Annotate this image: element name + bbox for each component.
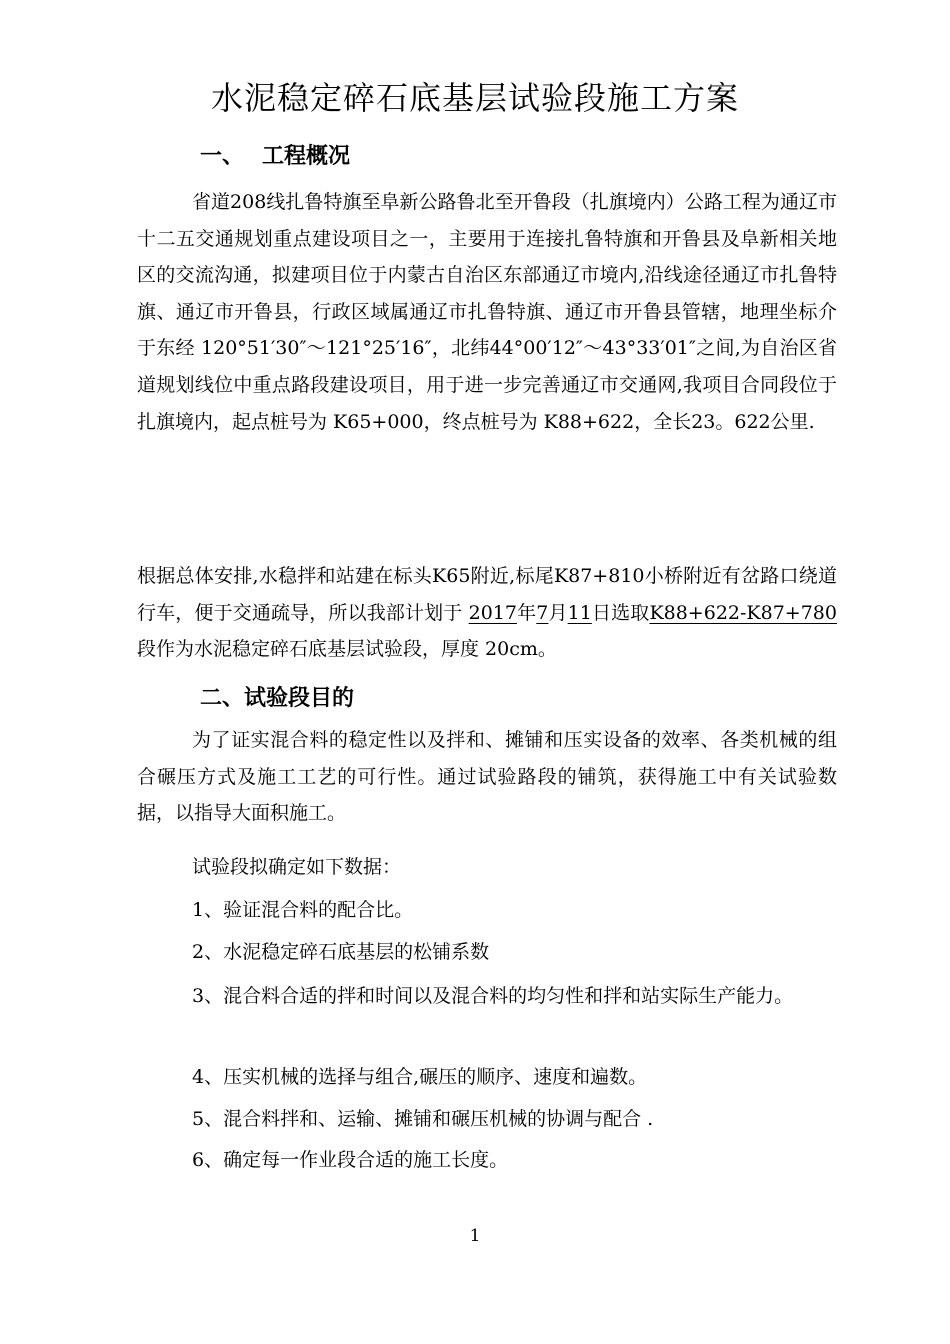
plan-month-unit: 月 bbox=[548, 601, 568, 624]
plan-year-unit: 年 bbox=[516, 601, 537, 624]
list-item: 3、混合料合适的拌和时间以及混合料的均匀性和拌和站实际生产能力。 bbox=[192, 985, 794, 1007]
list-item: 4、压实机械的选择与组合,碾压的顺序、速度和遍数。 bbox=[192, 1066, 648, 1088]
section-2-paragraph-1: 为了证实混合料的稳定性以及拌和、摊铺和压实设备的效率、各类机械的组合碾压方式及施工工艺的可行性。通过试验路段的铺筑，获得施工中有关试验数据，以指导大面积施工。 bbox=[137, 729, 837, 825]
document-title: 水泥稳定碎石底基层试验段施工方案 bbox=[210, 79, 739, 117]
section-range: K88+622-K87+780 bbox=[649, 601, 837, 624]
paragraph-2-text-b: 日选取 bbox=[591, 601, 650, 624]
paragraph-2-text-a: 根据总体安排,水稳拌和站建在标头K65附近,标尾K87+810小桥附近有岔路口绕道行车，便于交通疏导，所以我部计划于 bbox=[137, 565, 837, 624]
section-1-heading bbox=[200, 140, 350, 174]
section-1-title: 工程概况 bbox=[262, 144, 351, 169]
section-1-paragraph-1: 省道208线扎鲁特旗至阜新公路鲁北至开鲁段（扎旗境内）公路工程为通辽市十二五交通规划重点建设项目之一，主要用于连接扎鲁特旗和开鲁县及阜新相关地区的交流沟通，拟建项目位于内蒙古自治区东部通辽市境内,沿线途径通辽市扎鲁特旗、通辽市开鲁县，行政区域属通辽市扎鲁特旗、通辽市开鲁县管辖，地理坐标介于东经 120°51′30″～121°25′16″，北纬44°00′12″～43°33′01″之间,为自治区省道规划线位中重点路段建设项目，用于进一步完善通辽市交通网,我项目合同段位于扎旗境内，起点桩号为 K65+000，终点桩号为 K88+622，全长23。622公里. bbox=[137, 191, 837, 433]
plan-year: 2017 bbox=[468, 601, 517, 624]
section-1-paragraph-2 bbox=[137, 558, 837, 668]
section-2-intro: 试验段拟确定如下数据： bbox=[192, 856, 402, 878]
list-item: 1、验证混合料的配合比。 bbox=[192, 899, 414, 921]
section-2-heading: 二、试验段目的 bbox=[200, 686, 355, 711]
list-item: 6、确定每一作业段合适的施工长度。 bbox=[192, 1149, 509, 1171]
list-item: 5、混合料拌和、运输、摊铺和碾压机械的协调与配合 . bbox=[192, 1108, 654, 1130]
section-1-number: 一、 bbox=[200, 144, 245, 169]
page-number: 1 bbox=[469, 1226, 481, 1246]
plan-month: 7 bbox=[536, 601, 549, 624]
list-item: 2、水泥稳定碎石底基层的松铺系数 bbox=[192, 941, 490, 963]
paragraph-2-text-c: 段作为水泥稳定碎石底基层试验段，厚度 20cm。 bbox=[137, 638, 557, 661]
plan-day: 11 bbox=[567, 601, 592, 624]
